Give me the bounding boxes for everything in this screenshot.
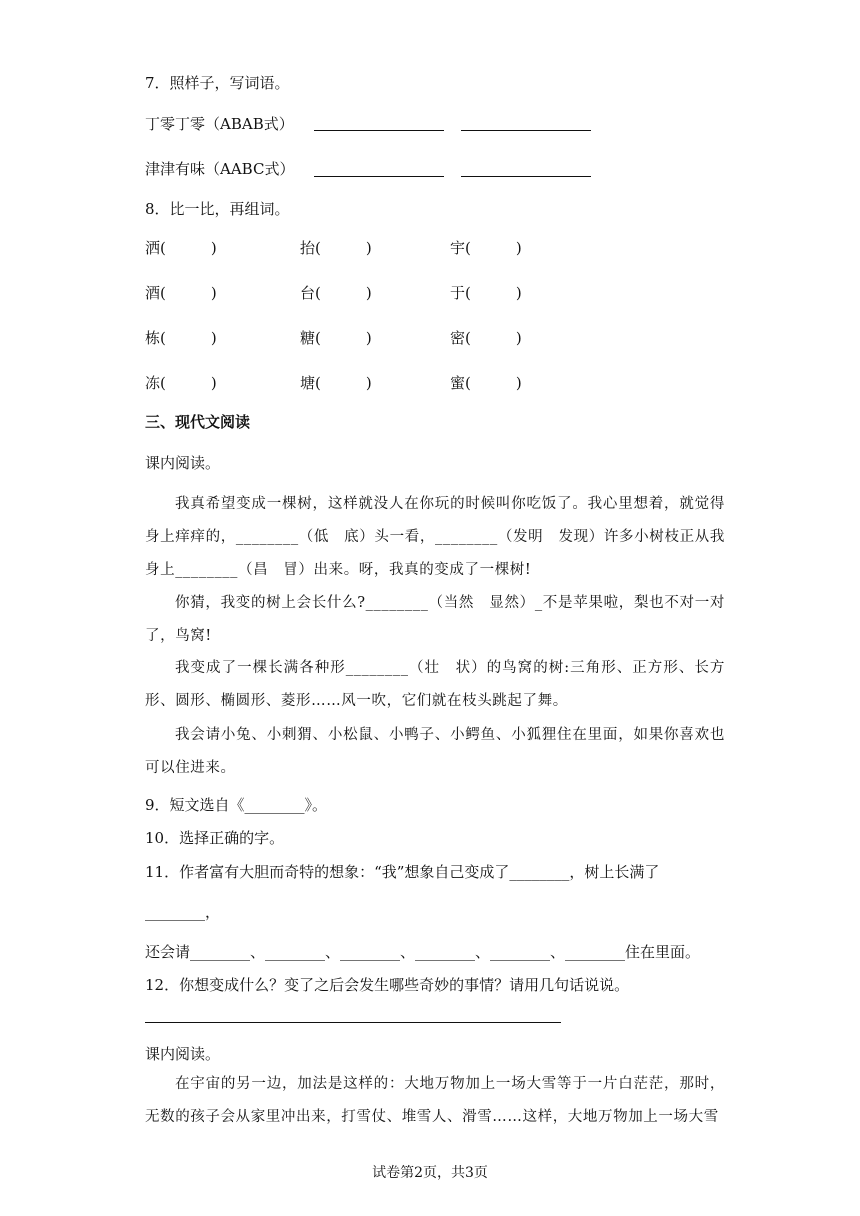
reading-1-paragraph-1: 我真希望变成一棵树，这样就没人在你玩的时候叫你吃饭了。我心里想着，就觉得身上痒痒的，________（低 底）头一看，________（发明 发现）许多小树枝正从我身上________（昌 冒）出来。呀，我真的变成了一棵树!: [145, 496, 725, 578]
question-8-title: 8．比一比，再组词。: [145, 200, 290, 218]
q8-cell: 冻( ): [145, 374, 217, 392]
q12-answer-line[interactable]: [145, 1022, 561, 1023]
q8-cell: 蜜( ): [450, 374, 522, 392]
q8-cell: 酒( ): [145, 284, 217, 302]
q7-row2-blank-1[interactable]: [314, 176, 444, 177]
q7-row1-label: 丁零丁零（ABAB式）: [145, 115, 294, 133]
q8-cell: 密( ): [450, 329, 522, 347]
question-11-line-1: 11．作者富有大胆而奇特的想象：“我”想象自己变成了________，树上长满了: [145, 863, 660, 881]
q8-cell: 台( ): [300, 284, 372, 302]
q7-row1-blank-2[interactable]: [461, 130, 591, 131]
q8-cell: 抬( ): [300, 239, 372, 257]
question-9: 9．短文选自《________》。: [145, 796, 328, 814]
q8-cell: 洒( ): [145, 239, 217, 257]
section-3-heading: 三、现代文阅读: [145, 413, 251, 431]
q7-row2-blank-2[interactable]: [461, 176, 591, 177]
reading-1-paragraph-2: 你猜，我变的树上会长什么?________（当然 显然）_不是苹果啦，梨也不对一对了，鸟窝!: [145, 595, 725, 644]
q7-row2-label: 津津有味（AABC式）: [145, 160, 295, 178]
q8-cell: 栋( ): [145, 329, 217, 347]
reading-1-paragraph-3: 我变成了一棵长满各种形________（壮 状）的鸟窝的树:三角形、正方形、长方形、圆形、椭圆形、菱形……风一吹，它们就在枝头跳起了舞。: [145, 660, 725, 709]
question-12: 12．你想变成什么？变了之后会发生哪些奇妙的事情？请用几句话说说。: [145, 976, 630, 994]
page-footer: 试卷第2页，共3页: [372, 1165, 488, 1181]
question-11-line-2: ________，: [145, 903, 221, 921]
reading-2-intro: 课内阅读。: [145, 1045, 221, 1063]
question-11-line-3: 还会请________、________、________、________、________、________住在里面。: [145, 943, 701, 961]
reading-2-paragraph-1: 在宇宙的另一边，加法是这样的：大地万物加上一场大雪等于一片白茫茫，那时，无数的孩子会从家里冲出来，打雪仗、堆雪人、滑雪……这样，大地万物加上一场大雪: [145, 1076, 725, 1125]
q8-cell: 塘( ): [300, 374, 372, 392]
question-7-title: 7．照样子，写词语。: [145, 74, 290, 92]
question-10: 10．选择正确的字。: [145, 829, 285, 847]
q8-cell: 于( ): [450, 284, 522, 302]
reading-1-paragraph-4: 我会请小兔、小刺猬、小松鼠、小鸭子、小鳄鱼、小狐狸住在里面，如果你喜欢也可以住进来。: [145, 727, 725, 776]
q7-row1-blank-1[interactable]: [314, 130, 444, 131]
q8-cell: 糖( ): [300, 329, 372, 347]
q8-cell: 宇( ): [450, 239, 522, 257]
reading-1-intro: 课内阅读。: [145, 454, 221, 472]
